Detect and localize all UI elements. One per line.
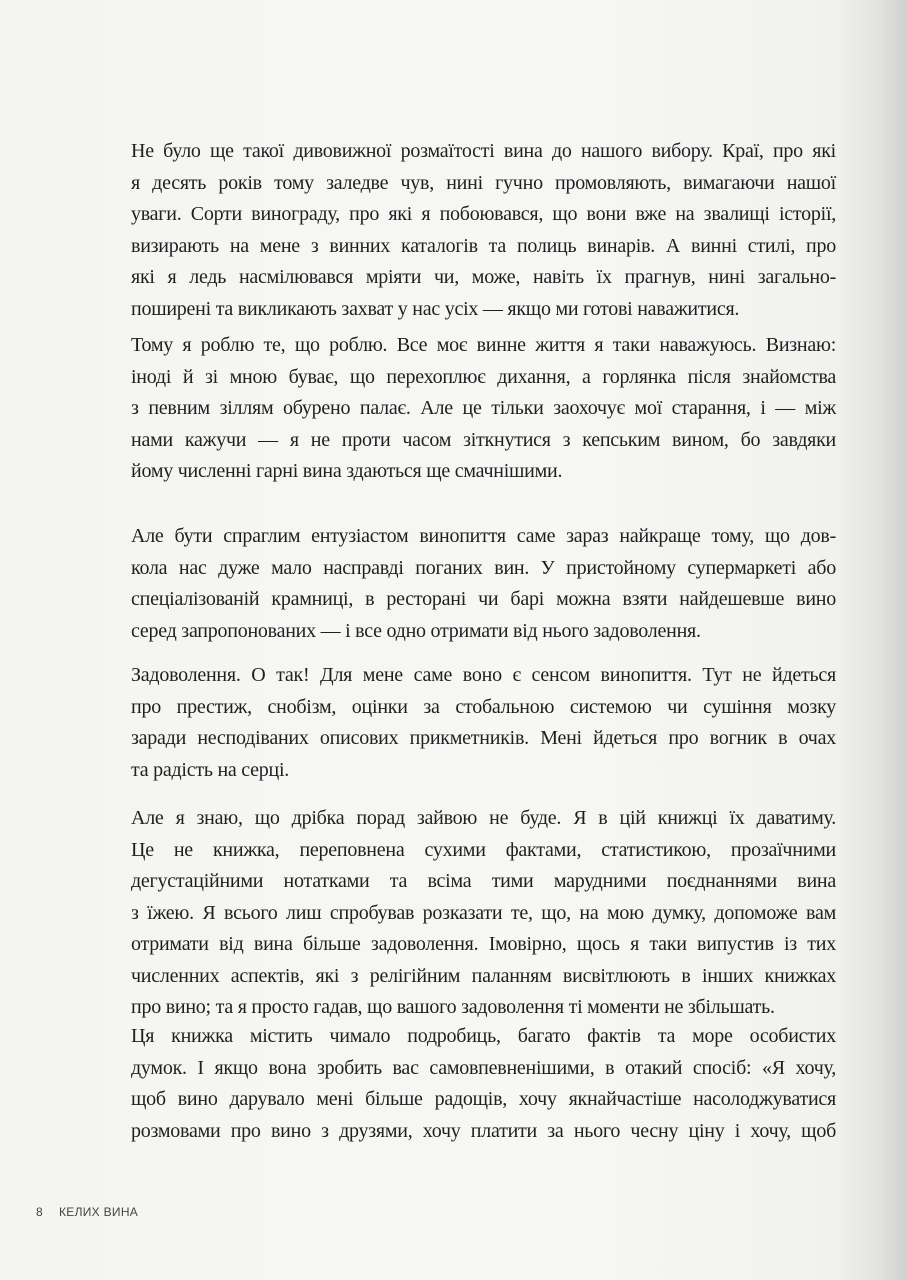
text-line: дегустаційними нотатками та всіма тими марудними поєднаннями вина	[131, 870, 836, 892]
paragraph	[131, 330, 836, 488]
text-line: з певним зіллям обурено палає. Але це тільки заохочує мої старання, і — між	[131, 397, 836, 419]
text-line: кола нас дуже мало насправді поганих вин. У пристойному супермаркеті або	[131, 556, 836, 579]
text-line: з їжею. Я всього лиш спробував розказати те, що, на мою думку, допоможе вам	[131, 901, 836, 924]
text-line: численних аспектів, які з релігійним паланням висвітлюють в інших книжках	[131, 964, 836, 987]
text-line: я десять років тому заледве чув, нині гучно промовляють, вимагаючи нашої	[131, 171, 836, 194]
text-line: нами кажучи — я не проти часом зіткнутися з кепським вином, бо завдяки	[131, 428, 836, 451]
paragraph	[131, 803, 836, 1024]
text-line: отримати від вина більше задоволення. Імовірно, щось я таки випустив із тих	[131, 933, 836, 955]
text-line: іноді й зі мною буває, що перехоплює дихання, а горлянка після знайомства	[131, 365, 836, 388]
text-line: Ця книжка містить чимало подробиць, багато фактів та море особистих	[131, 1025, 836, 1047]
text-line: заради несподіваних описових прикметників. Мені йдеться про вогник в очах	[131, 727, 836, 749]
paragraph	[131, 1021, 836, 1147]
text-line: Тому я роблю те, що роблю. Все моє винне життя я таки наважуюсь. Визнаю:	[131, 334, 836, 356]
text-line: поширені та викликають захват у нас усіх — якщо ми готові наважитися.	[131, 297, 740, 320]
text-line: Не було ще такої дивовижної розмаїтості вина до нашого вибору. Краї, про які	[131, 140, 836, 162]
text-line: Це не книжка, переповнена сухими фактами, статистикою, прозаїчними	[131, 838, 836, 861]
text-line: про вино; та я просто гадав, що вашого задоволення ті моменти не збільшать.	[131, 996, 775, 1018]
paragraph	[131, 521, 836, 647]
text-line: думок. І якщо вона зробить вас самовпевненішими, в отакий спосіб: «Я хочу,	[131, 1056, 836, 1079]
paragraph	[131, 660, 836, 786]
text-line: про престиж, снобізм, оцінки за стобальною системою чи сушіння мозку	[131, 695, 836, 718]
text-line: уваги. Сорти винограду, про які я побоювався, що вони вже на звалищі історії,	[131, 203, 836, 225]
text-line: Задоволення. О так! Для мене саме воно є сенсом винопиття. Тут не йдеться	[131, 664, 836, 686]
paragraph	[131, 136, 836, 325]
text-line: Але бути спраглим ентузіастом винопиття саме зараз найкраще тому, що дов-	[131, 525, 836, 547]
text-line: серед запропонованих — і все одно отримати від нього задоволення.	[131, 619, 701, 642]
text-line: щоб вино дарувало мені більше радощів, хочу якнайчастіше насолоджуватися	[131, 1088, 836, 1110]
page-footer	[36, 1205, 154, 1219]
text-line: йому численні гарні вина здаються ще смачнішими.	[131, 460, 563, 482]
text-line: спеціалізованій крамниці, в ресторані чи барі можна взяти найдешевше вино	[131, 588, 836, 610]
text-line: розмовами про вино з друзями, хочу платити за нього чесну ціну і хочу, щоб	[131, 1119, 836, 1142]
page-number: 8	[36, 1205, 43, 1219]
text-line: які я ледь насмілювався мріяти чи, може, навіть їх прагнув, нині загально-	[131, 266, 836, 288]
running-title: КЕЛИХ ВИНА	[58, 1205, 139, 1219]
text-line: визирають на мене з винних каталогів та полиць винарів. А винні стилі, про	[131, 234, 836, 257]
text-line: та радість на серці.	[131, 758, 290, 781]
text-line: Але я знаю, що дрібка порад зайвою не буде. Я в цій книжці їх даватиму.	[131, 807, 836, 829]
